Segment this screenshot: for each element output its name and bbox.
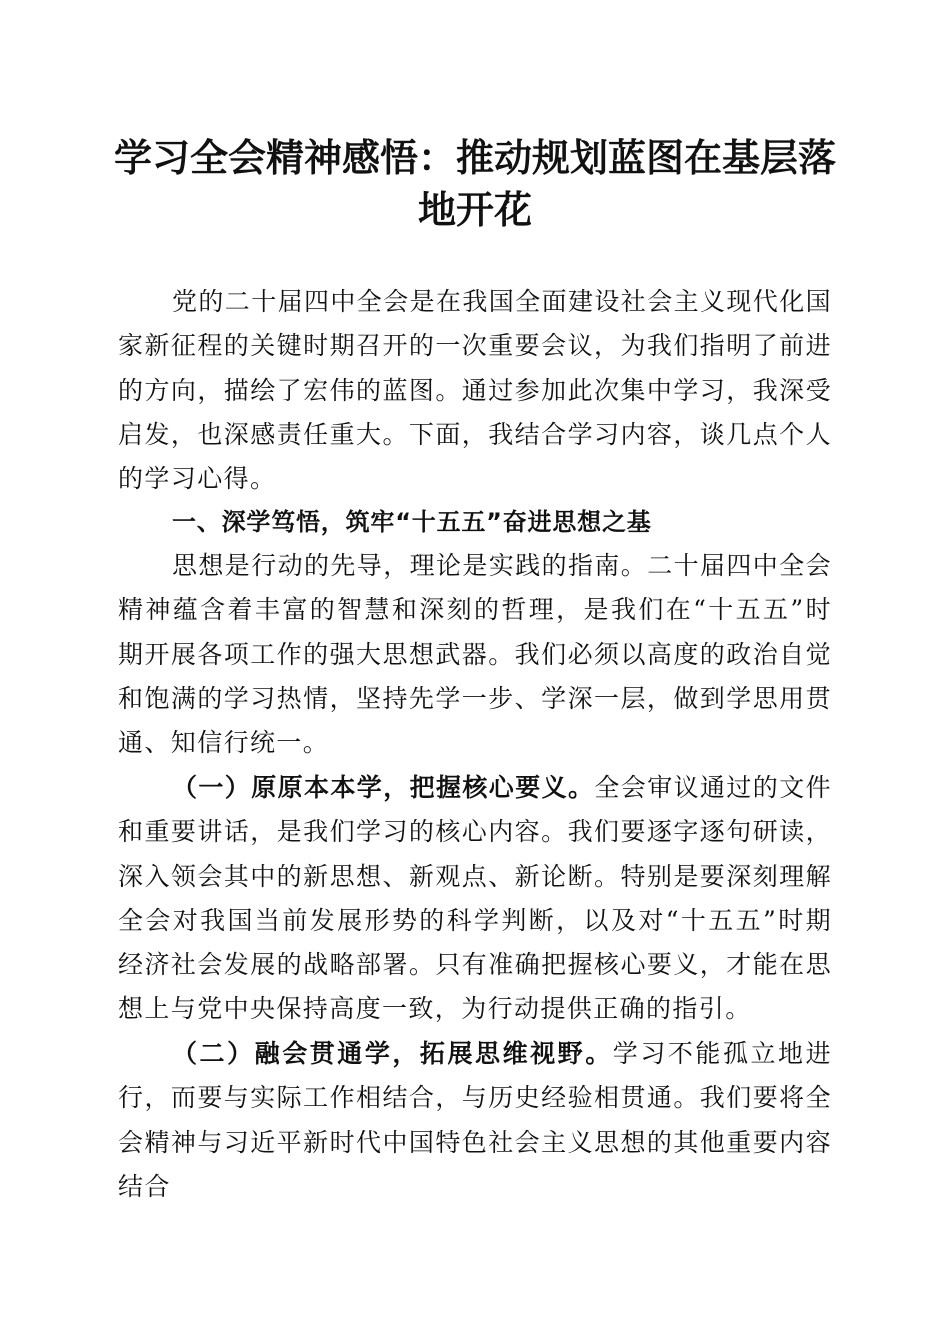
intro-paragraph: 党的二十届四中全会是在我国全面建设社会主义现代化国家新征程的关键时期召开的一次重要会议，为我们指明了前进的方向，描绘了宏伟的蓝图。通过参加此次集中学习，我深受启发，也深感责任重大。下面，我结合学习内容，谈几点个人的学习心得。 (118, 287, 833, 494)
section-1-paragraph: 思想是行动的先导，理论是实践的指南。二十届四中全会精神蕴含着丰富的智慧和深刻的哲理，是我们在“十五五”时期开展各项工作的强大思想武器。我们必须以高度的政治自觉和饱满的学习热情，坚持先学一步、学深一层，做到学思用贯通、知信行统一。 (118, 551, 833, 758)
subsection-1-text: 全会审议通过的文件和重要讲话，是我们学习的核心内容。我们要逐字逐句研读，深入领会其中的新思想、新观点、新论断。特别是要深刻理解全会对我国当前发展形势的科学判断，以及对“十五五”时期经济社会发展的战略部署。只有准确把握核心要义，才能在思想上与党中央保持高度一致，为行动提供正确的指引。 (118, 773, 833, 1024)
subsection-1-lead: （一）原原本本学，把握核心要义。 (172, 773, 595, 802)
subsection-2-text: 学习不能孤立地进行，而要与实际工作相结合，与历史经验相贯通。我们要将全会精神与习近平新时代中国特色社会主义思想的其他重要内容结合 (118, 1039, 832, 1201)
subsection-2-paragraph (118, 1032, 832, 1209)
subsection-1-paragraph (118, 766, 832, 1032)
subsection-2-lead: （二）融会贯通学，拓展思维视野。 (172, 1039, 613, 1068)
section-heading-1: 一、深学笃悟，筑牢“十五五”奋进思想之基 (172, 508, 652, 536)
document-title: 学习全会精神感悟：推动规划蓝图在基层落地开花 (113, 136, 836, 232)
